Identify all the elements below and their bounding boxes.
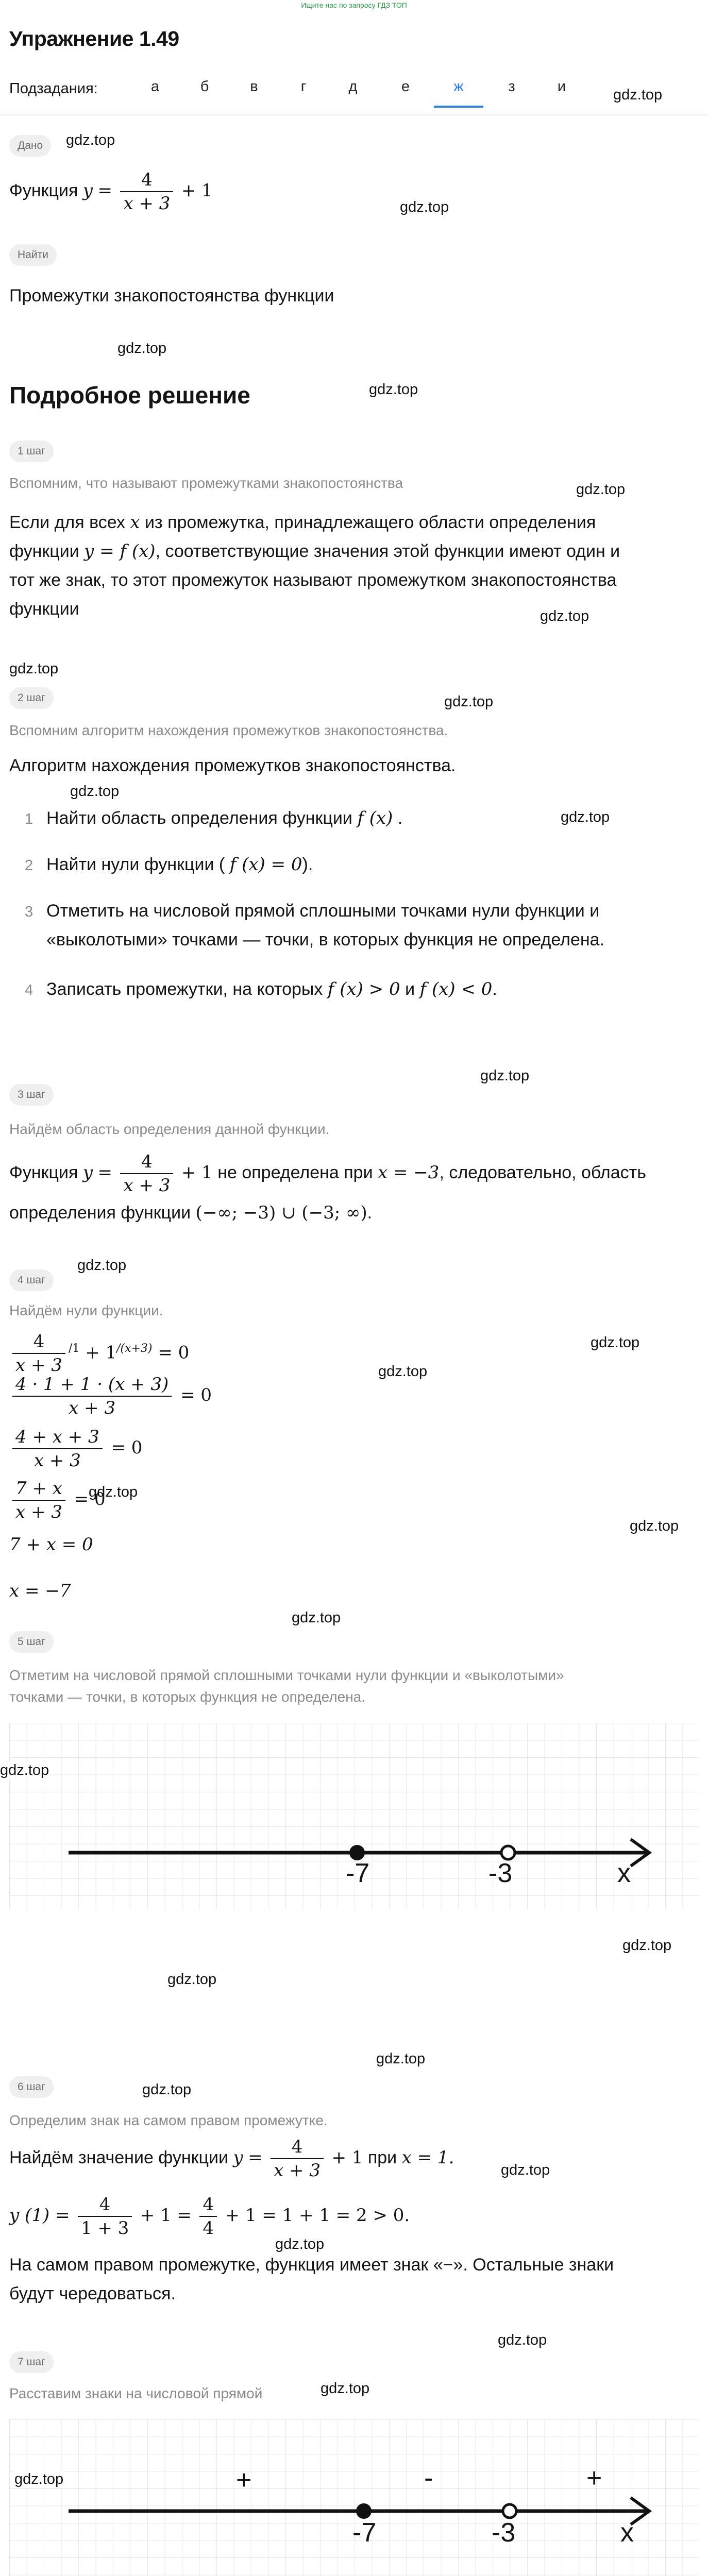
step3-hint: Найдём область определения данной функции. (9, 1121, 330, 1137)
step2-item3-line2: «выколотыми» точками — точки, в которых функция не определена. (46, 930, 605, 950)
watermark: gdz.top (321, 2380, 370, 2397)
step6-line1: Найдём значение функции y = $\frac{4}{x + 3}$ + 1 при x = 1. (9, 2137, 454, 2181)
top-ad-banner[interactable]: Ищите нас по запросу ГДЗ ТОП (301, 1, 407, 9)
step3-badge: 3 шаг (9, 1084, 54, 1106)
watermark: gdz.top (540, 608, 589, 624)
tab-v[interactable]: в (250, 78, 258, 95)
step2-badge: 2 шаг (9, 687, 54, 709)
given-badge: Дано (9, 135, 51, 157)
watermark: gdz.top (630, 1518, 679, 1534)
watermark: gdz.top (378, 1363, 428, 1380)
step7-badge: 7 шаг (9, 2351, 54, 2373)
excluded-point-hollow (503, 2504, 516, 2518)
watermark: gdz.top (444, 693, 494, 710)
sign-plus-left: + (236, 2465, 252, 2495)
step6-hint: Определим знак на самом правом промежутке. (9, 2112, 328, 2128)
watermark: gdz.top (498, 2332, 547, 2348)
point-label-minus7: -7 (352, 2518, 377, 2548)
axis-label-x: x (617, 1858, 631, 1888)
given-fraction: $\frac{4}{x + 3}$ (120, 168, 173, 215)
watermark: gdz.top (167, 1971, 217, 1988)
axis-label-x: x (620, 2518, 634, 2548)
step1-line2: функции y = f (x), соответствующие значения этой функции имеют один и (9, 541, 620, 562)
watermark: gdz.top (622, 1937, 672, 1954)
tab-a[interactable]: а (150, 78, 160, 95)
tab-zh[interactable]: ж (453, 78, 464, 95)
find-badge: Найти (9, 244, 57, 266)
step4-eq5: 7 + x = 0 (9, 1534, 93, 1555)
watermark: gdz.top (77, 1257, 127, 1274)
step4-eq1: $\frac{4}{x + 3}$ $^{/1} + 1^{/(x+3)} = 0$ (9, 1324, 189, 1377)
watermark: gdz.top (275, 2236, 325, 2252)
step7-hint: Расставим знаки на числовой прямой (9, 2385, 263, 2401)
tab-z[interactable]: з (508, 78, 515, 95)
step2-item3-line1: Отметить на числовой прямой сплошными точками нули функции и (46, 901, 600, 921)
step6-conclusion-1: На самом правом промежутке, функция имеет знак «−». Остальные знаки (9, 2255, 614, 2275)
watermark: gdz.top (480, 1067, 530, 1084)
watermark: gdz.top (400, 199, 449, 215)
step1-badge: 1 шаг (9, 440, 54, 462)
watermark: gdz.top (66, 132, 115, 148)
given-tail: + 1 (181, 180, 213, 201)
given-prefix: Функция (9, 181, 78, 200)
number-line-svg (9, 2419, 699, 2576)
step6-calc: y (1) = $\frac{4}{1 + 3}$ + 1 = $\frac{4}{4}$ + 1 = 1 + 1 = 2 > 0. (9, 2194, 410, 2239)
tab-g[interactable]: г (300, 78, 307, 95)
step5-badge: 5 шаг (9, 1631, 54, 1653)
step4-eq3: $\frac{4 + x + 3}{x + 3}$ = 0 (9, 1423, 142, 1472)
watermark: gdz.top (9, 660, 59, 677)
step2-item4: Записать промежутки, на которых f (x) > 0 и f (x) < 0. (46, 979, 497, 999)
watermark: gdz.top (292, 1609, 341, 1626)
step4-hint: Найдём нули функции. (9, 1302, 163, 1318)
watermark: gdz.top (613, 87, 663, 103)
sign-plus-right: + (586, 2463, 602, 2493)
tab-e[interactable]: е (401, 78, 410, 95)
watermark: gdz.top (501, 2162, 550, 2178)
divider (0, 114, 708, 115)
watermark: gdz.top (14, 2471, 64, 2487)
watermark: gdz.top (376, 2050, 426, 2067)
step1-line1: Если для всех x из промежутка, принадлежащего области определения (9, 512, 596, 533)
step1-line3: тот же знак, то этот промежуток называют промежутком знакопостоянства (9, 570, 617, 590)
step3-line1: Функция y = $\frac{4}{x + 3}$ + 1 не определена при x = −3, следовательно, область (9, 1151, 646, 1196)
tab-i[interactable]: и (557, 78, 566, 95)
step2-item-number: 2 (25, 857, 33, 874)
watermark: gdz.top (142, 2081, 192, 2098)
find-text: Промежутки знакопостоянства функции (9, 286, 334, 306)
active-tab-indicator (434, 106, 483, 108)
point-label-minus3: -3 (488, 1858, 513, 1888)
step2-item-number: 3 (25, 904, 33, 920)
watermark: gdz.top (89, 1484, 138, 1500)
step4-eq2: $\frac{4 \cdot 1 + 1 \cdot (x + 3)}{x + 3}$ = 0 (9, 1370, 212, 1420)
step2-hint: Вспомним алгоритм нахождения промежутков знакопостоянства. (9, 722, 448, 738)
page-title: Упражнение 1.49 (9, 27, 179, 50)
watermark: gdz.top (117, 340, 167, 357)
watermark: gdz.top (369, 381, 418, 398)
step5-hint-2: точками — точки, в которых функция не определена. (9, 1689, 366, 1705)
tab-b[interactable]: б (200, 78, 209, 95)
step6-conclusion-2: будут чередоваться. (9, 2284, 176, 2303)
tab-d[interactable]: д (348, 78, 358, 95)
step2-heading: Алгоритм нахождения промежутков знакопостоянства. (9, 756, 456, 775)
step2-item-number: 4 (25, 982, 33, 998)
step2-item2: Найти нули функции ( f (x) = 0). (46, 854, 313, 875)
step2-item1: Найти область определения функции f (x) . (46, 808, 403, 828)
given-y: y (82, 180, 93, 201)
number-line-figure-2 (9, 2419, 699, 2576)
watermark: gdz.top (576, 481, 626, 498)
step4-badge: 4 шаг (9, 1269, 54, 1291)
step1-hint: Вспомним, что называют промежутками знакопостоянства (9, 475, 403, 491)
point-label-minus3: -3 (492, 2518, 516, 2548)
solution-title: Подробное решение (9, 382, 250, 409)
step2-item-number: 1 (25, 811, 33, 827)
step4-eq4: $\frac{7 + x}{x + 3}$ = 0 (9, 1475, 106, 1524)
number-line-figure-1 (9, 1723, 699, 1909)
given-function (9, 165, 213, 216)
watermark: gdz.top (561, 809, 610, 825)
step6-badge: 6 шаг (9, 2076, 54, 2098)
step1-line4: функции (9, 599, 79, 619)
sign-minus-middle: - (424, 2463, 433, 2493)
watermark: gdz.top (70, 783, 120, 800)
step4-eq6: x = −7 (9, 1581, 71, 1601)
given-eq: = (97, 180, 113, 201)
watermark: gdz.top (0, 1762, 49, 1778)
point-label-minus7: -7 (346, 1858, 370, 1888)
step3-line2: определения функции (−∞; −3) ∪ (−3; ∞). (9, 1202, 373, 1223)
watermark: gdz.top (591, 1334, 640, 1351)
subtasks-label: Подзадания: (9, 80, 98, 97)
step5-hint-1: Отметим на числовой прямой сплошными точками нули функции и «выколотыми» (9, 1667, 564, 1683)
zero-point-filled (356, 2503, 372, 2519)
